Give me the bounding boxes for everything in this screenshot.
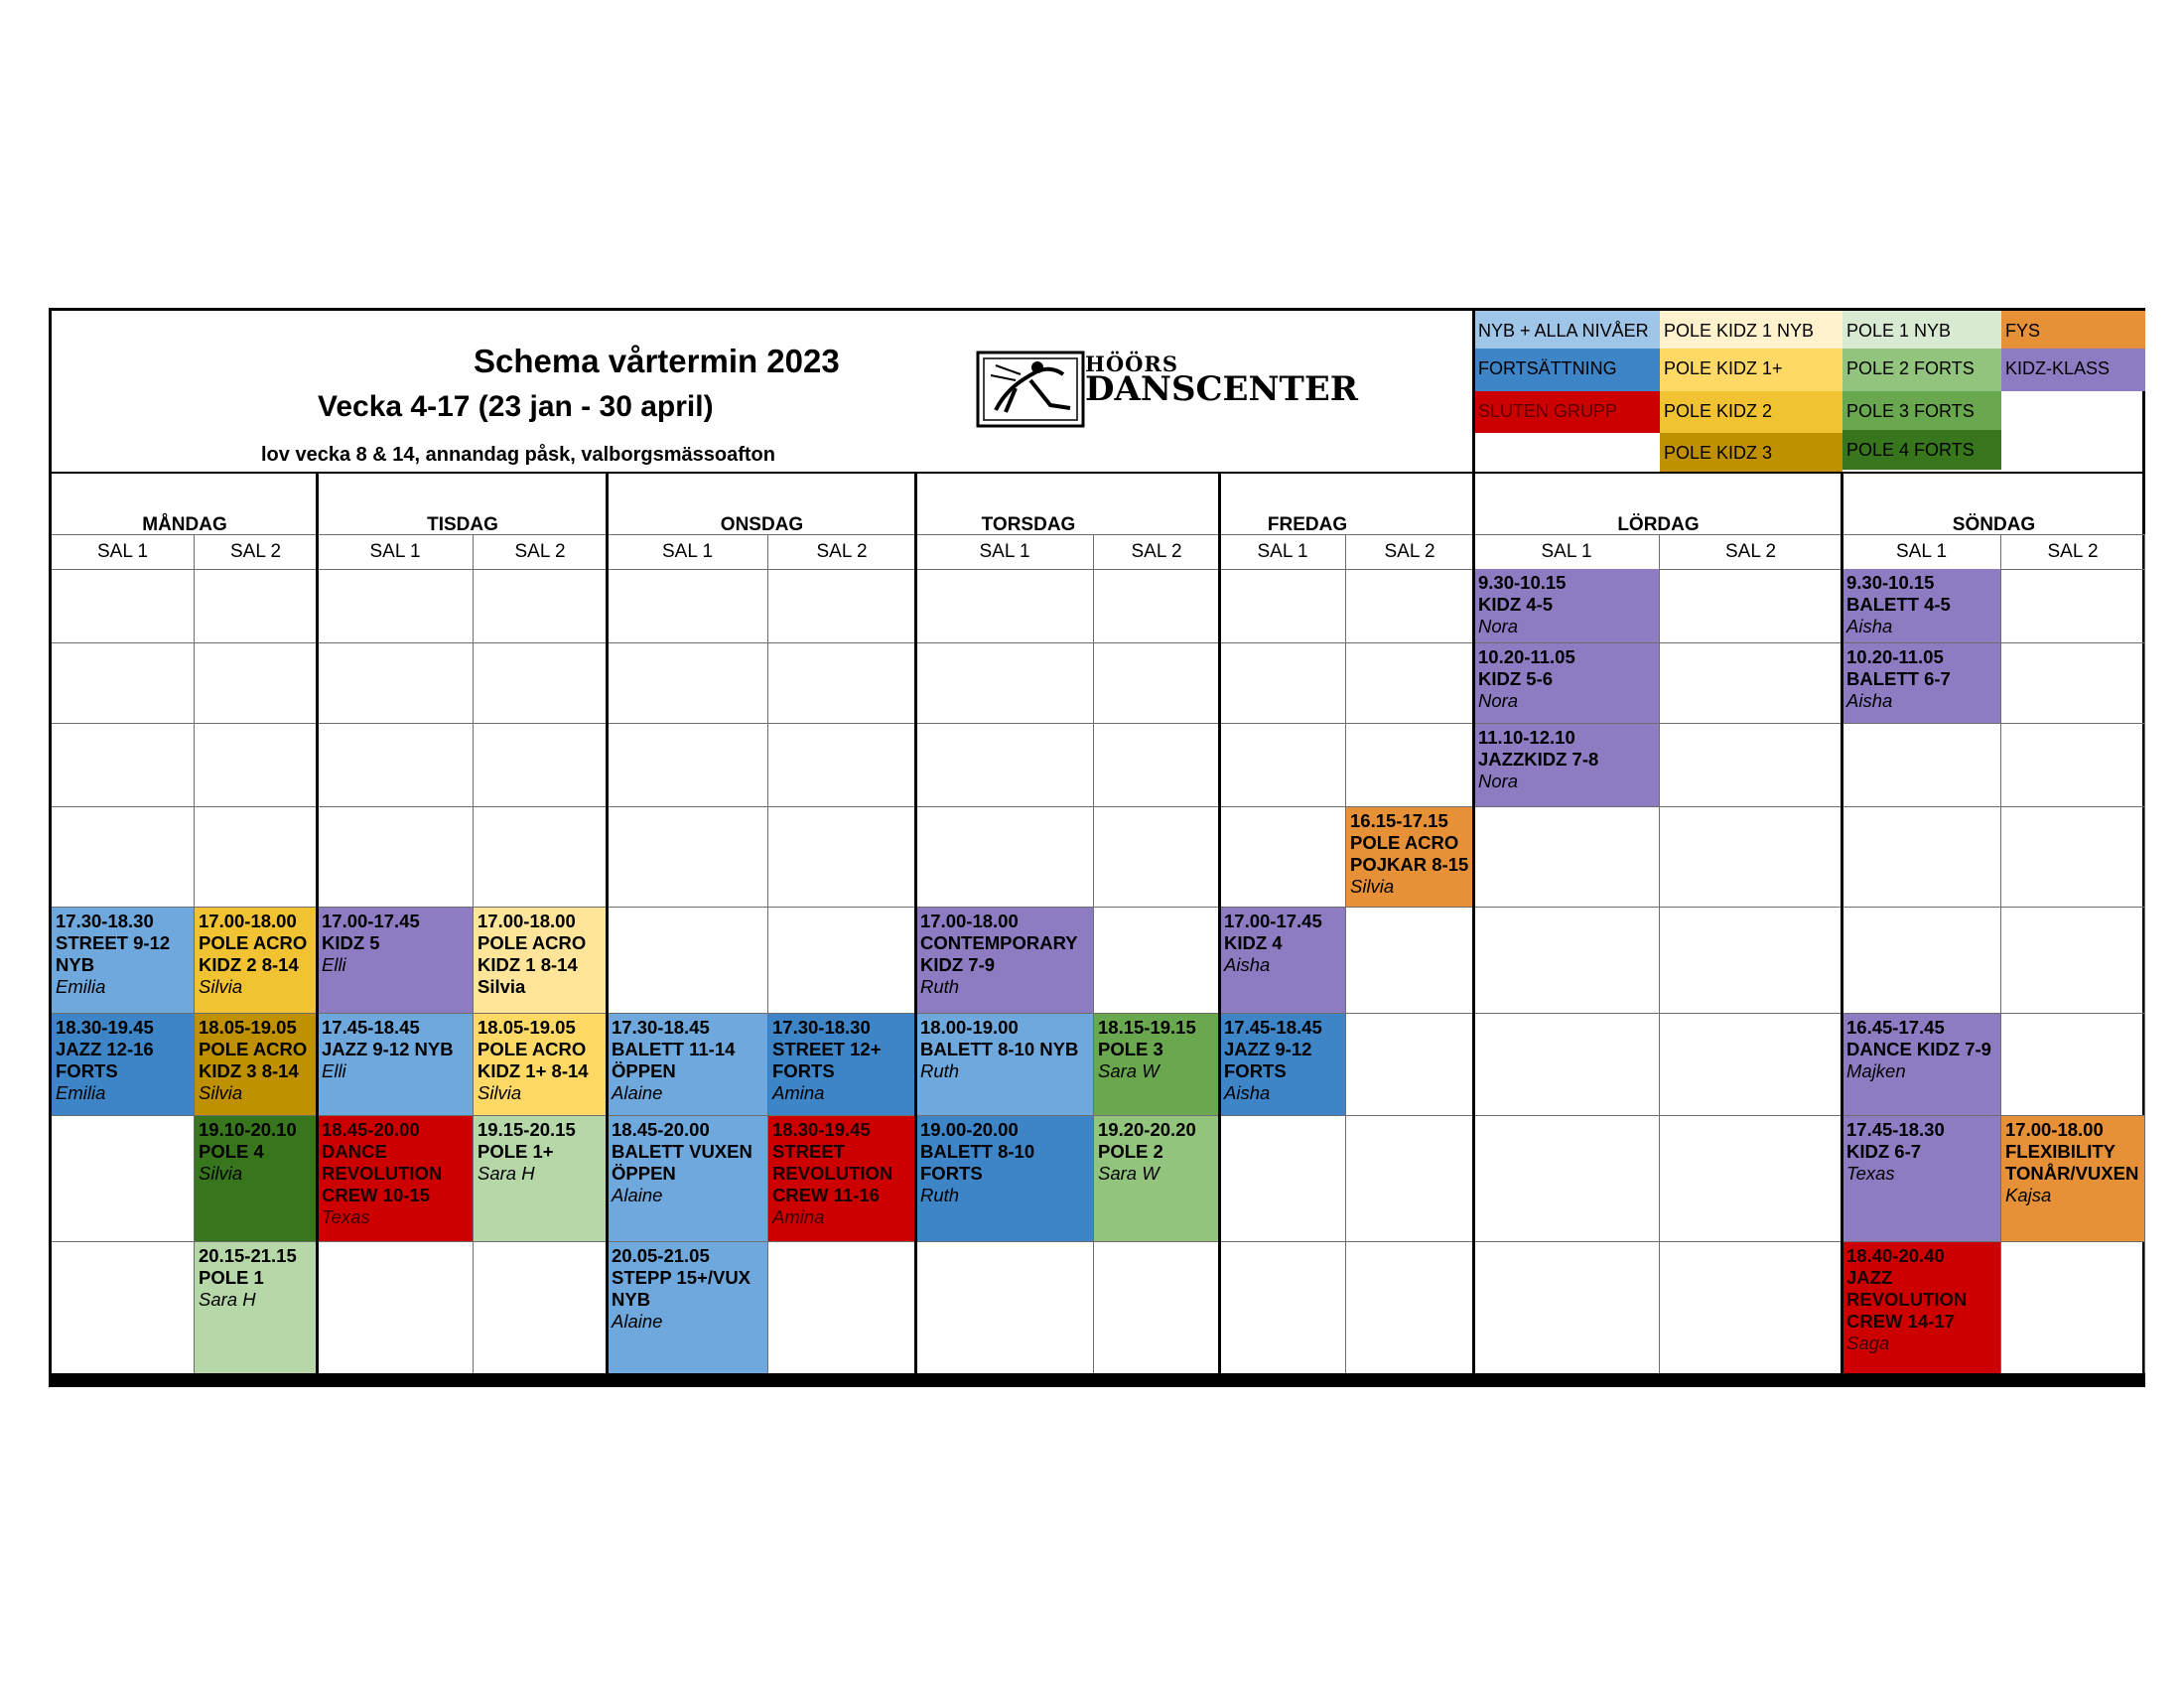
empty-slot [1660,724,1843,807]
legend-item: FYS [2001,311,2145,349]
day-label-ons: ONSDAG [720,514,804,535]
class-name: STREET 9-12 NYB [56,932,171,975]
class-time: 11.10-12.10 [1478,727,1575,748]
class-teacher: Alaine [612,1185,663,1205]
empty-slot [768,569,916,643]
class-teacher: Sara H [199,1289,256,1310]
class-name: POLE 4 [199,1141,264,1162]
sal-label-tor-1: SAL 1 [916,534,1094,570]
empty-slot [52,807,195,908]
class-teacher: Aisha [1224,954,1271,975]
empty-slot [1474,908,1660,1014]
class-time: 10.20-11.05 [1846,646,1944,667]
class-teacher: Saga [1846,1333,1890,1353]
class-name: BALETT 6-7 [1846,668,1951,689]
empty-slot [318,569,474,643]
class-name: KIDZ 4-5 [1478,594,1554,615]
class-time: 18.05-19.05 [199,1017,297,1038]
class-ons-s2-6[interactable] [768,1014,916,1116]
empty-slot [318,807,474,908]
class-teacher: Kajsa [2005,1185,2052,1205]
class-time: 17.30-18.45 [612,1017,710,1038]
empty-slot [608,724,768,807]
empty-slot [1474,1116,1660,1242]
empty-slot [52,569,195,643]
legend-item: POLE 2 FORTS [1843,349,2001,391]
class-fre-s1-5[interactable] [1220,908,1346,1014]
class-name: POLE 1+ [478,1141,554,1162]
class-name: BALETT 8-10 FORTS [920,1141,1035,1184]
empty-slot [768,807,916,908]
sal-label-son-2: SAL 2 [2001,534,2145,570]
class-time: 18.30-19.45 [772,1119,871,1140]
class-man-s1-5[interactable] [52,908,195,1014]
class-teacher: Nora [1478,771,1519,791]
class-name: POLE 1 [199,1267,264,1288]
empty-slot [1220,1242,1346,1376]
class-teacher: Texas [322,1206,370,1227]
legend-item: KIDZ-KLASS [2001,349,2145,391]
sal-label-son-1: SAL 1 [1843,534,2001,570]
empty-slot [1346,908,1474,1014]
class-son-s1-2[interactable] [1843,643,2001,724]
class-ons-s1-8[interactable] [608,1242,768,1376]
class-teacher: Amina [772,1082,825,1103]
class-name: POLE 3 [1098,1039,1163,1059]
class-name: DANCE REVOLUTION CREW 10-15 [322,1141,443,1205]
empty-slot [195,724,318,807]
class-name: POLE ACRO POJKAR 8-15 [1350,832,1469,875]
legend-item: NYB + ALLA NIVÅER [1474,311,1660,349]
class-name: POLE ACRO KIDZ 1 8-14 [478,932,587,975]
day-separator [316,472,319,1383]
empty-slot [1220,724,1346,807]
empty-slot [1220,1116,1346,1242]
class-man-s2-6[interactable] [195,1014,318,1116]
class-lor-s1-1[interactable] [1474,569,1660,643]
empty-slot [608,569,768,643]
class-time: 17.00-17.45 [1224,911,1322,931]
legend-item: POLE KIDZ 1 NYB [1660,311,1843,349]
sal-label-man-1: SAL 1 [52,534,195,570]
class-son-s1-7[interactable] [1843,1116,2001,1242]
class-name: JAZZ 12-16 FORTS [56,1039,154,1081]
class-teacher: Aisha [1846,616,1893,636]
class-time: 17.00-18.00 [920,911,1019,931]
empty-slot [1660,908,1843,1014]
day-label-fre: FREDAG [1267,514,1348,535]
class-tis-s2-6[interactable] [474,1014,608,1116]
empty-slot [1660,1014,1843,1116]
week-range: Vecka 4-17 (23 jan - 30 april) [318,390,714,423]
empty-slot [1660,807,1843,908]
class-time: 18.45-20.00 [322,1119,420,1140]
class-tor-s1-7[interactable] [916,1116,1094,1242]
class-time: 17.30-18.30 [772,1017,871,1038]
empty-slot [608,807,768,908]
sal-label-lor-1: SAL 1 [1474,534,1660,570]
empty-slot [2001,1242,2145,1376]
class-teacher: Silvia [199,1163,243,1184]
empty-slot [1843,724,2001,807]
legend-item: POLE 4 FORTS [1843,430,2001,470]
empty-slot [916,643,1094,724]
empty-slot [1843,807,2001,908]
class-time: 17.45-18.30 [1846,1119,1945,1140]
class-son-s1-8[interactable] [1843,1242,2001,1376]
class-name: POLE ACRO KIDZ 3 8-14 [199,1039,308,1081]
class-son-s2-7[interactable] [2001,1116,2145,1242]
empty-slot [318,724,474,807]
class-man-s2-8[interactable] [195,1242,318,1376]
empty-slot [1220,807,1346,908]
empty-slot [52,643,195,724]
class-time: 17.45-18.45 [1224,1017,1322,1038]
empty-slot [1660,1242,1843,1376]
class-name: CONTEMPORARY KIDZ 7-9 [920,932,1078,975]
class-teacher: Emilia [56,1082,106,1103]
logo-small-text: HÖÖRS [1085,352,1179,376]
bottom-border [49,1373,2145,1387]
empty-slot [1094,908,1220,1014]
class-name: KIDZ 6-7 [1846,1141,1922,1162]
class-name: STREET REVOLUTION CREW 11-16 [772,1141,893,1205]
empty-slot [1474,1242,1660,1376]
class-name: KIDZ 5 [322,932,380,953]
class-time: 18.45-20.00 [612,1119,710,1140]
class-teacher: Nora [1478,616,1519,636]
empty-slot [474,643,608,724]
empty-slot [474,569,608,643]
holiday-note: lov vecka 8 & 14, annandag påsk, valborgsmässoafton [261,444,775,466]
class-fre-s1-6[interactable] [1220,1014,1346,1116]
class-time: 17.00-18.00 [478,911,576,931]
class-teacher: Aisha [1846,690,1893,711]
empty-slot [1220,643,1346,724]
class-teacher: Nora [1478,690,1519,711]
class-time: 16.15-17.15 [1350,810,1448,831]
class-time: 17.00-18.00 [199,911,297,931]
legend-item: POLE KIDZ 3 [1660,433,1843,472]
empty-slot [768,643,916,724]
empty-slot [474,1242,608,1376]
class-tis-s1-6[interactable] [318,1014,474,1116]
day-label-lor: LÖRDAG [1617,514,1700,535]
class-name: POLE ACRO KIDZ 1+ 8-14 [478,1039,589,1081]
class-time: 18.30-19.45 [56,1017,154,1038]
class-time: 17.30-18.30 [56,911,154,931]
class-name: FLEXIBILITY TONÅR/VUXEN [2005,1141,2139,1184]
sal-label-lor-2: SAL 2 [1660,534,1843,570]
class-name: KIDZ 5-6 [1478,668,1554,689]
empty-slot [768,1242,916,1376]
class-lor-s1-2[interactable] [1474,643,1660,724]
sal-label-tor-2: SAL 2 [1094,534,1220,570]
legend-item: POLE 3 FORTS [1843,391,2001,433]
class-name: KIDZ 4 [1224,932,1283,953]
class-name: BALETT 4-5 [1846,594,1951,615]
class-tor-s2-6[interactable] [1094,1014,1220,1116]
class-time: 10.20-11.05 [1478,646,1575,667]
day-separator [606,472,609,1383]
sal-label-fre-1: SAL 1 [1220,534,1346,570]
empty-slot [608,643,768,724]
class-name: POLE ACRO KIDZ 2 8-14 [199,932,308,975]
day-separator [914,472,917,1383]
empty-slot [2001,1014,2145,1116]
empty-slot [1474,807,1660,908]
empty-slot [52,1242,195,1376]
empty-slot [2001,908,2145,1014]
page-title: Schema vårtermin 2023 [474,343,840,379]
empty-slot [1094,643,1220,724]
empty-slot [1660,643,1843,724]
class-name: JAZZ 9-12 NYB [322,1039,454,1059]
class-time: 18.40-20.40 [1846,1245,1945,1266]
empty-slot [2001,643,2145,724]
class-tis-s1-5[interactable] [318,908,474,1014]
day-separator [1472,472,1475,1383]
class-time: 9.30-10.15 [1478,572,1567,593]
class-teacher: Silvia [199,1082,243,1103]
class-time: 9.30-10.15 [1846,572,1935,593]
empty-slot [1474,1014,1660,1116]
empty-slot [1346,643,1474,724]
class-teacher: Amina [772,1206,825,1227]
sal-label-ons-1: SAL 1 [608,534,768,570]
class-time: 17.45-18.45 [322,1017,420,1038]
class-name: POLE 2 [1098,1141,1163,1162]
legend-separator [1472,311,1475,472]
empty-slot [318,643,474,724]
empty-slot [1346,1116,1474,1242]
class-time: 20.15-21.15 [199,1245,297,1266]
class-tor-s2-7[interactable] [1094,1116,1220,1242]
empty-slot [52,1116,195,1242]
class-son-s1-6[interactable] [1843,1014,2001,1116]
empty-slot [916,807,1094,908]
empty-slot [768,724,916,807]
class-teacher: Sara W [1098,1060,1160,1081]
class-ons-s1-6[interactable] [608,1014,768,1116]
day-separator [1218,472,1221,1383]
class-time: 20.05-21.05 [612,1245,710,1266]
class-ons-s1-7[interactable] [608,1116,768,1242]
class-teacher: Silvia [1350,876,1395,897]
class-time: 18.05-19.05 [478,1017,576,1038]
class-teacher: Ruth [920,1185,960,1205]
empty-slot [1094,724,1220,807]
class-teacher: Ruth [920,976,960,997]
empty-slot [2001,807,2145,908]
empty-slot [1346,1242,1474,1376]
class-ons-s2-7[interactable] [768,1116,916,1242]
class-time: 16.45-17.45 [1846,1017,1945,1038]
class-time: 19.15-20.15 [478,1119,576,1140]
class-time: 18.15-19.15 [1098,1017,1196,1038]
class-teacher: Aisha [1224,1082,1271,1103]
sal-label-fre-2: SAL 2 [1346,534,1474,570]
class-man-s1-6[interactable] [52,1014,195,1116]
class-teacher: Emilia [56,976,106,997]
class-teacher: Elli [322,954,346,975]
empty-slot [1346,569,1474,643]
class-time: 19.10-20.10 [199,1119,297,1140]
class-teacher: Silvia [478,976,526,997]
day-label-tis: TISDAG [427,514,498,535]
empty-slot [2001,569,2145,643]
class-time: 19.00-20.00 [920,1119,1019,1140]
class-teacher: Alaine [612,1311,663,1332]
sal-label-ons-2: SAL 2 [768,534,916,570]
empty-slot [474,807,608,908]
sal-label-man-2: SAL 2 [195,534,318,570]
legend-item: POLE KIDZ 2 [1660,391,1843,433]
empty-slot [768,908,916,1014]
empty-slot [52,724,195,807]
day-label-man: MÅNDAG [142,514,227,535]
class-man-s2-7[interactable] [195,1116,318,1242]
legend-item: POLE KIDZ 1+ [1660,349,1843,391]
empty-slot [916,1242,1094,1376]
class-tis-s2-5[interactable] [474,908,608,1014]
empty-slot [916,724,1094,807]
class-time: 17.00-17.45 [322,911,420,931]
class-tis-s1-7[interactable] [318,1116,474,1242]
legend-item: FORTSÄTTNING [1474,349,1660,391]
class-lor-s1-3[interactable] [1474,724,1660,807]
class-tis-s2-7[interactable] [474,1116,608,1242]
class-name: BALETT 8-10 NYB [920,1039,1079,1059]
empty-slot [318,1242,474,1376]
legend-item: POLE 1 NYB [1843,311,2001,349]
empty-slot [1346,1014,1474,1116]
class-time: 19.20-20.20 [1098,1119,1196,1140]
class-name: JAZZ REVOLUTION CREW 14-17 [1846,1267,1968,1332]
class-teacher: Silvia [199,976,243,997]
schedule-table [49,308,2145,1386]
class-fre-s2-4[interactable] [1346,807,1474,908]
class-name: JAZZKIDZ 7-8 [1478,749,1599,770]
empty-slot [608,908,768,1014]
class-time: 18.00-19.00 [920,1017,1019,1038]
class-teacher: Majken [1846,1060,1906,1081]
legend-item: SLUTEN GRUPP [1474,391,1660,433]
header-divider [52,472,2145,474]
class-name: STEPP 15+/VUX NYB [612,1267,751,1310]
class-tor-s1-5[interactable] [916,908,1094,1014]
class-teacher: Silvia [478,1082,522,1103]
class-name: BALETT VUXEN ÖPPEN [612,1141,752,1184]
sal-label-tis-2: SAL 2 [474,534,608,570]
empty-slot [1094,807,1220,908]
empty-slot [195,569,318,643]
empty-slot [1660,569,1843,643]
class-tor-s1-6[interactable] [916,1014,1094,1116]
class-teacher: Sara W [1098,1163,1160,1184]
class-name: JAZZ 9-12 FORTS [1224,1039,1312,1081]
empty-slot [1220,569,1346,643]
empty-slot [195,643,318,724]
day-label-son: SÖNDAG [1952,514,2036,535]
class-teacher: Elli [322,1060,346,1081]
empty-slot [474,724,608,807]
logo-big-text: DANSCENTER [1085,369,1359,409]
class-name: STREET 12+ FORTS [772,1039,882,1081]
empty-slot [1660,1116,1843,1242]
empty-slot [1094,1242,1220,1376]
sal-label-tis-1: SAL 1 [318,534,474,570]
class-man-s2-5[interactable] [195,908,318,1014]
empty-slot [1094,569,1220,643]
class-name: DANCE KIDZ 7-9 [1846,1039,1991,1059]
empty-slot [195,807,318,908]
class-name: BALETT 11-14 ÖPPEN [612,1039,736,1081]
class-teacher: Alaine [612,1082,663,1103]
class-son-s1-1[interactable] [1843,569,2001,643]
empty-slot [1843,908,2001,1014]
empty-slot [1346,724,1474,807]
class-teacher: Texas [1846,1163,1895,1184]
class-time: 17.00-18.00 [2005,1119,2104,1140]
empty-slot [2001,724,2145,807]
class-teacher: Sara H [478,1163,535,1184]
day-label-tor: TORSDAG [981,514,1076,535]
class-teacher: Ruth [920,1060,960,1081]
empty-slot [916,569,1094,643]
day-separator [1841,472,1843,1383]
